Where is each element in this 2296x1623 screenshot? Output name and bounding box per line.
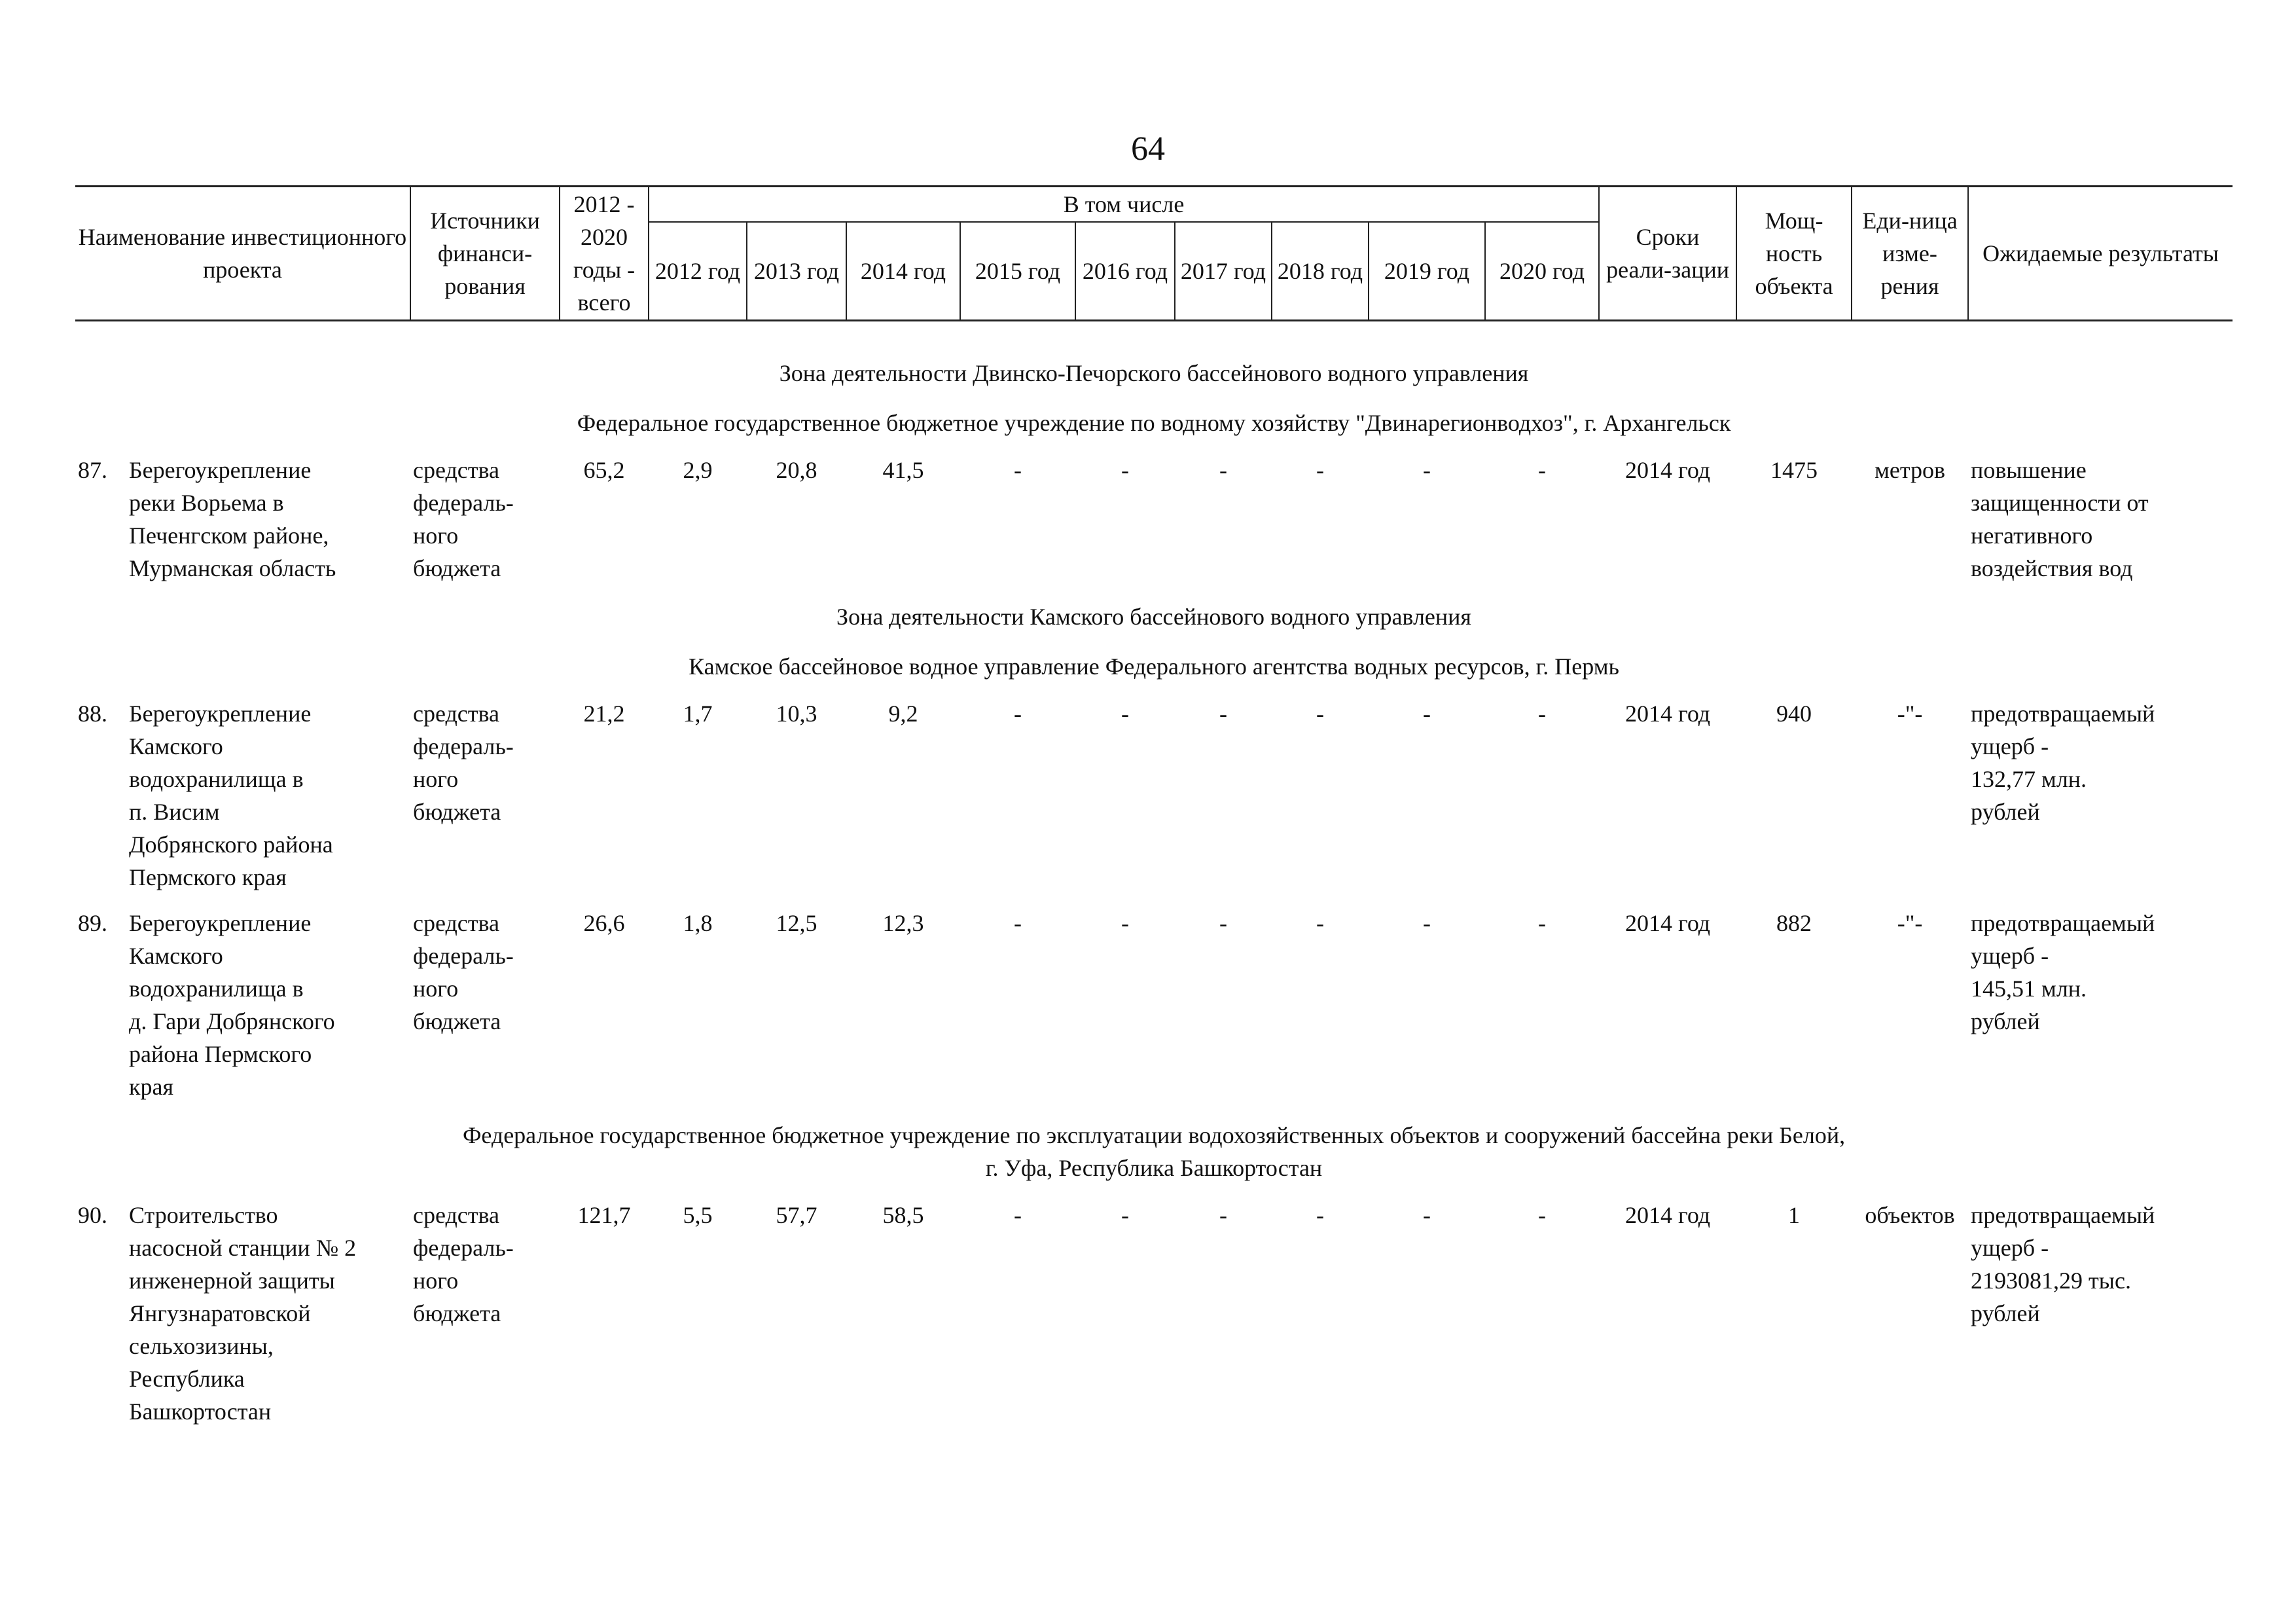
cell-year-2012: 1,8 — [683, 910, 713, 936]
cell-financing-source-line: средства — [413, 457, 500, 483]
cell-financing-source-line: средства — [413, 701, 500, 727]
cell-year-2018: - — [1316, 1202, 1324, 1228]
cell-year-2016: - — [1121, 457, 1129, 483]
cell-expected-results-line: рублей — [1971, 799, 2040, 825]
header-results: Ожидаемые результаты — [1968, 187, 2233, 321]
cell-total: 65,2 — [583, 457, 625, 483]
project-name-line: Пермского края — [129, 864, 287, 890]
cell-expected-results-line: воздействия вод — [1971, 555, 2133, 581]
cell-year-2015: - — [1014, 457, 1022, 483]
project-name-line: Камского — [129, 943, 223, 969]
section-heading — [75, 1110, 2233, 1192]
cell-financing-source-line: федераль- — [413, 733, 514, 759]
header-total: 2012 - 2020 годы - всего — [560, 187, 649, 321]
cell-financing-source — [410, 691, 560, 900]
project-name-line: водохранилища в — [129, 976, 304, 1002]
section-heading: Камское бассейновое водное управление Федерального агентства водных ресурсов, г. Пермь — [689, 653, 1619, 680]
project-name-line: инженерной защиты — [129, 1267, 335, 1294]
project-name-line: Берегоукрепление — [129, 701, 312, 727]
cell-year-2020: - — [1538, 457, 1547, 483]
cell-financing-source-line: бюджета — [413, 1300, 501, 1326]
cell-financing-source-line: федераль- — [413, 943, 514, 969]
header-year-2015: 2015 год — [960, 222, 1075, 321]
table-row — [75, 1192, 2233, 1434]
cell-expected-results-line: ущерб - — [1971, 1235, 2049, 1261]
cell-terms: 2014 год — [1624, 457, 1711, 483]
cell-project-name — [75, 1192, 410, 1434]
page-number: 64 — [1131, 130, 1165, 168]
cell-unit: объектов — [1865, 1202, 1955, 1228]
cell-expected-results-line: предотвращаемый — [1971, 1202, 2155, 1228]
section-heading-line: г. Уфа, Республика Башкортостан — [985, 1155, 1323, 1181]
cell-year-2020: - — [1538, 701, 1547, 727]
cell-financing-source-line: средства — [413, 1202, 500, 1228]
cell-year-2013: 10,3 — [776, 701, 817, 727]
cell-expected-results — [1968, 691, 2233, 900]
project-name-line: Берегоукрепление — [129, 910, 312, 936]
project-name-line: Республика — [129, 1366, 245, 1392]
cell-total: 26,6 — [583, 910, 625, 936]
project-name-line: насосной станции № 2 — [129, 1235, 357, 1261]
cell-expected-results-line: ущерб - — [1971, 943, 2049, 969]
cell-financing-source-line: бюджета — [413, 799, 501, 825]
cell-capacity: 1 — [1788, 1202, 1801, 1228]
project-name-line: района Пермского — [129, 1041, 312, 1067]
cell-expected-results-line: рублей — [1971, 1008, 2040, 1034]
cell-year-2017: - — [1219, 701, 1227, 727]
cell-year-2018: - — [1316, 701, 1324, 727]
header-year-2016: 2016 год — [1075, 222, 1175, 321]
project-name-line: Печенгском районе, — [129, 522, 329, 549]
cell-year-2017: - — [1219, 910, 1227, 936]
cell-unit: -"- — [1897, 701, 1923, 727]
cell-project-name — [75, 900, 410, 1110]
cell-financing-source-line: средства — [413, 910, 500, 936]
cell-year-2017: - — [1219, 457, 1227, 483]
cell-financing-source — [410, 447, 560, 591]
project-name-line: края — [129, 1074, 174, 1100]
cell-year-2019: - — [1423, 910, 1431, 936]
cell-year-2013: 20,8 — [776, 457, 817, 483]
cell-year-2016: - — [1121, 1202, 1129, 1228]
cell-financing-source-line: федераль- — [413, 490, 514, 516]
cell-unit: метров — [1874, 457, 1946, 483]
project-name-line: Камского — [129, 733, 223, 759]
cell-year-2016: - — [1121, 910, 1129, 936]
cell-financing-source — [410, 1192, 560, 1434]
cell-capacity: 1475 — [1770, 457, 1818, 483]
section-heading: Зона деятельности Двинско-Печорского бассейнового водного управления — [779, 360, 1529, 386]
section-heading: Федеральное государственное бюджетное учреждение по водному хозяйству "Двинарегионводхоз", г. Архангельск — [577, 410, 1731, 436]
cell-year-2012: 2,9 — [683, 457, 713, 483]
cell-year-2016: - — [1121, 701, 1129, 727]
cell-expected-results-line: повышение — [1971, 457, 2087, 483]
cell-year-2012: 5,5 — [683, 1202, 713, 1228]
header-year-2019: 2019 год — [1369, 222, 1485, 321]
project-name-line: Берегоукрепление — [129, 457, 312, 483]
cell-year-2013: 12,5 — [776, 910, 817, 936]
cell-year-2012: 1,7 — [683, 701, 713, 727]
cell-project-name — [75, 691, 410, 900]
cell-terms: 2014 год — [1624, 910, 1711, 936]
header-year-2018: 2018 год — [1272, 222, 1369, 321]
cell-financing-source-line: ного — [413, 766, 459, 792]
cell-financing-source-line: ного — [413, 976, 459, 1002]
project-name-line: п. Висим — [129, 799, 220, 825]
cell-year-2020: - — [1538, 1202, 1547, 1228]
header-terms: Сроки реали-зации — [1599, 187, 1736, 321]
project-name-line: Мурманская область — [129, 555, 336, 581]
row-number: 89. — [78, 910, 107, 936]
cell-expected-results-line: 132,77 млн. — [1971, 766, 2087, 792]
project-name-line: д. Гари Добрянского — [129, 1008, 335, 1034]
cell-financing-source — [410, 900, 560, 1110]
project-name-line: реки Ворьема в — [129, 490, 284, 516]
cell-financing-source-line: бюджета — [413, 555, 501, 581]
table-row — [75, 447, 2233, 591]
header-year-2013: 2013 год — [747, 222, 846, 321]
cell-total: 21,2 — [583, 701, 625, 727]
cell-unit: -"- — [1897, 910, 1923, 936]
cell-financing-source-line: федераль- — [413, 1235, 514, 1261]
cell-year-2015: - — [1014, 1202, 1022, 1228]
cell-expected-results-line: 145,51 млн. — [1971, 976, 2087, 1002]
cell-year-2019: - — [1423, 457, 1431, 483]
cell-year-2019: - — [1423, 701, 1431, 727]
cell-year-2017: - — [1219, 1202, 1227, 1228]
cell-year-2020: - — [1538, 910, 1547, 936]
cell-expected-results-line: 2193081,29 тыс. — [1971, 1267, 2131, 1294]
cell-year-2013: 57,7 — [776, 1202, 817, 1228]
cell-year-2014: 58,5 — [882, 1202, 924, 1228]
project-name-line: сельхозизины, — [129, 1333, 274, 1359]
cell-expected-results-line: рублей — [1971, 1300, 2040, 1326]
header-project-name: Наименование инвестиционного проекта — [75, 187, 410, 321]
section-heading-line: Федеральное государственное бюджетное учреждение по эксплуатации водохозяйственных объектов и сооружений бассейна реки Белой, — [462, 1122, 1846, 1148]
cell-year-2014: 9,2 — [888, 701, 918, 727]
cell-expected-results-line: защищенности от — [1971, 490, 2149, 516]
investment-projects-table — [75, 185, 2233, 1434]
cell-year-2018: - — [1316, 457, 1324, 483]
section-heading: Зона деятельности Камского бассейнового водного управления — [836, 604, 1471, 630]
cell-expected-results — [1968, 1192, 2233, 1434]
header-year-2014: 2014 год — [846, 222, 960, 321]
row-number: 87. — [78, 457, 107, 483]
cell-total: 121,7 — [577, 1202, 631, 1228]
cell-year-2019: - — [1423, 1202, 1431, 1228]
cell-year-2014: 41,5 — [882, 457, 924, 483]
header-capacity: Мощ-ность объекта — [1736, 187, 1852, 321]
header-unit: Еди-ница изме-рения — [1852, 187, 1968, 321]
project-name-line: Строительство — [129, 1202, 278, 1228]
cell-project-name — [75, 447, 410, 591]
cell-expected-results-line: предотвращаемый — [1971, 701, 2155, 727]
project-name-line: водохранилища в — [129, 766, 304, 792]
row-number: 90. — [78, 1202, 107, 1228]
cell-terms: 2014 год — [1624, 701, 1711, 727]
project-name-line: Добрянского района — [129, 831, 333, 858]
cell-expected-results-line: ущерб - — [1971, 733, 2049, 759]
cell-expected-results-line: предотвращаемый — [1971, 910, 2155, 936]
table-row — [75, 691, 2233, 900]
cell-expected-results — [1968, 447, 2233, 591]
cell-terms: 2014 год — [1624, 1202, 1711, 1228]
cell-capacity: 940 — [1776, 701, 1812, 727]
header-year-2012: 2012 год — [649, 222, 747, 321]
header-year-2017: 2017 год — [1175, 222, 1272, 321]
cell-year-2015: - — [1014, 701, 1022, 727]
table-row — [75, 900, 2233, 1110]
cell-expected-results-line: негативного — [1971, 522, 2093, 549]
row-number: 88. — [78, 701, 107, 727]
cell-financing-source-line: ного — [413, 1267, 459, 1294]
cell-financing-source-line: бюджета — [413, 1008, 501, 1034]
header-financing-sources: Источники финанси-рования — [410, 187, 560, 321]
cell-expected-results — [1968, 900, 2233, 1110]
cell-financing-source-line: ного — [413, 522, 459, 549]
cell-year-2014: 12,3 — [882, 910, 924, 936]
header-including: В том числе — [649, 187, 1599, 223]
header-year-2020: 2020 год — [1485, 222, 1599, 321]
cell-year-2015: - — [1014, 910, 1022, 936]
project-name-line: Янгузнаратовской — [129, 1300, 311, 1326]
cell-year-2018: - — [1316, 910, 1324, 936]
cell-capacity: 882 — [1776, 910, 1812, 936]
project-name-line: Башкортостан — [129, 1398, 272, 1425]
